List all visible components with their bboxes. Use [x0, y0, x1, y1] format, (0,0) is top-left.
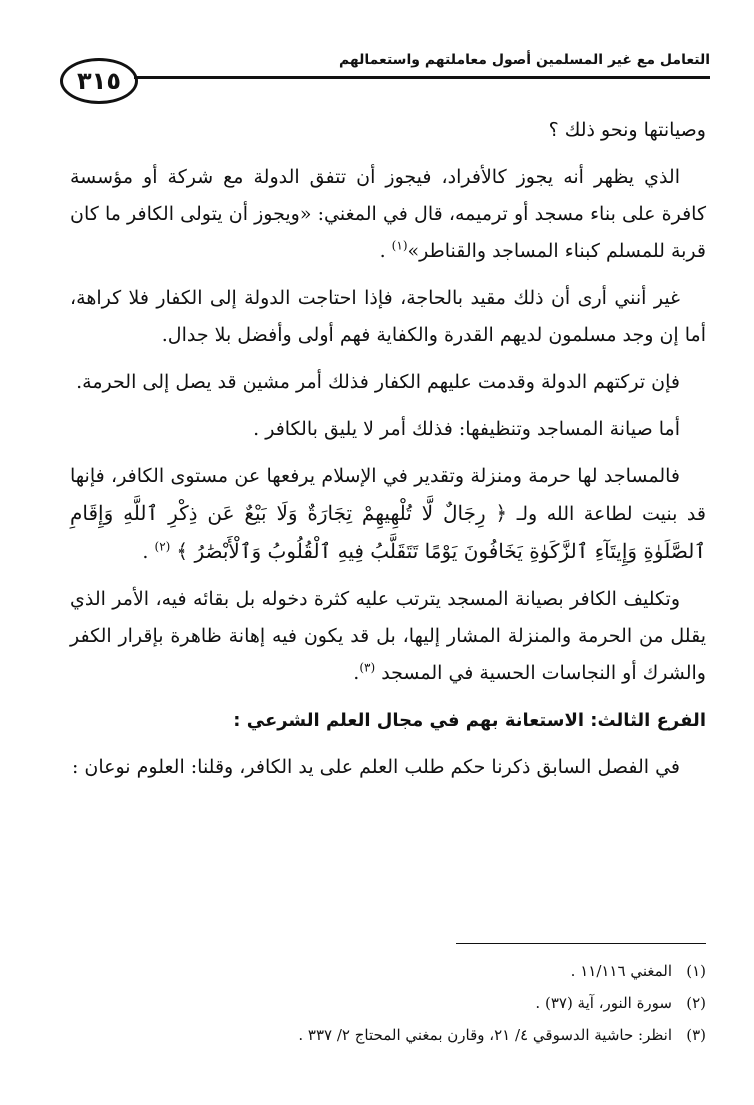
quran-verse: ﴿ رِجَالٌ لَّا تُلْهِيهِمْ تِجَارَةٌ وَلَا بَيْعٌ عَن ذِكْرِ ٱللَّهِ وَإِقَامِ ٱلصَّلَوٰةِ وَإِيتَآءِ ٱلزَّكَوٰةِ يَخَافُونَ يَوْمًا تَتَقَلَّبُ فِيهِ ٱلْقُلُوبُ وَٱلْأَبْصَٰرُ ﴾ [70, 501, 706, 563]
paragraph-6-end: . [142, 541, 155, 563]
paragraph-4 [70, 364, 706, 401]
page-header [60, 52, 710, 104]
paragraph-6-text: فالمساجد لها حرمة ومنزلة وتقدير في الإسلام يرفعها عن مستوى الكافر، فإنها قد بنيت لطاعة الله ولـ [70, 465, 706, 525]
body-text [70, 112, 706, 796]
paragraph-4-text: فإن تركتهم الدولة وقدمت عليهم الكفار فذلك أمر مشين قد يصل إلى الحرمة. [76, 371, 680, 393]
paragraph-3-text: غير أنني أرى أن ذلك مقيد بالحاجة، فإذا احتاجت الدولة إلى الكفار فلا كراهة، أما إن وجد مسلمون لديهم القدرة والكفاية فهم أولى وأفضل بلا جدال. [70, 287, 706, 346]
footnote-text: المغني ١١/١١٦ . [570, 962, 672, 980]
footnote-number: (٢) [686, 994, 706, 1012]
paragraph-8-text: في الفصل السابق ذكرنا حكم طلب العلم على يد الكافر، وقلنا: العلوم نوعان : [71, 756, 680, 778]
paragraph-6 [70, 458, 706, 571]
paragraph-7-text: وتكليف الكافر بصيانة المسجد يترتب عليه كثرة دخوله بل بقائه فيه، الأمر الذي يقلل من الحرمة والمنزلة المشار إليها، بل قد يكون فيه إهانة ظاهرة بإقرار الكفر والشرك أو النجاسات الحسية في المسجد [70, 588, 706, 684]
paragraph-1-text: وصيانتها ونحو ذلك ؟ [548, 119, 706, 141]
footnote-ref-3: (٣) [359, 660, 376, 675]
paragraph-5 [70, 411, 706, 448]
footnote-ref-2: (٢) [154, 539, 171, 554]
footnotes [70, 955, 706, 1051]
paragraph-1 [70, 112, 706, 149]
footnote-text: سورة النور، آية (٣٧) . [535, 994, 672, 1012]
footnote-item [70, 987, 706, 1019]
paragraph-7 [70, 581, 706, 692]
running-title: التعامل مع غير المسلمين أصول معاملتهم واستعمالهم [338, 52, 710, 68]
footnote-separator [456, 943, 706, 944]
footnote-number: (٣) [686, 1026, 706, 1044]
paragraph-5-text: أما صيانة المساجد وتنظيفها: فذلك أمر لا يليق بالكافر . [253, 418, 680, 440]
footnote-ref-1: (١) [391, 238, 408, 253]
footnote-item [70, 1019, 706, 1051]
page-number: ٣١٥ [60, 58, 138, 104]
paragraph-7-end: . [353, 662, 360, 684]
paragraph-8 [70, 749, 706, 786]
footnote-text: انظر: حاشية الدسوقي ٤/ ٢١، وقارن بمغني المحتاج ٢/ ٣٣٧ . [298, 1026, 672, 1044]
footnote-number: (١) [686, 962, 706, 980]
header-rule [134, 76, 710, 79]
footnote-item [70, 955, 706, 987]
paragraph-3 [70, 280, 706, 354]
paragraph-2 [70, 159, 706, 270]
section-heading: الفرع الثالث: الاستعانة بهم في مجال العلم الشرعي : [233, 710, 706, 731]
paragraph-2-end: . [379, 240, 392, 262]
paragraph-2-text: الذي يظهر أنه يجوز كالأفراد، فيجوز أن تتفق الدولة مع شركة أو مؤسسة كافرة على بناء مسجد أو ترميمه، قال في المغني: «ويجوز أن يتولى الكافر ما كان قربة للمسلم كبناء المساجد والقناطر» [70, 166, 706, 262]
